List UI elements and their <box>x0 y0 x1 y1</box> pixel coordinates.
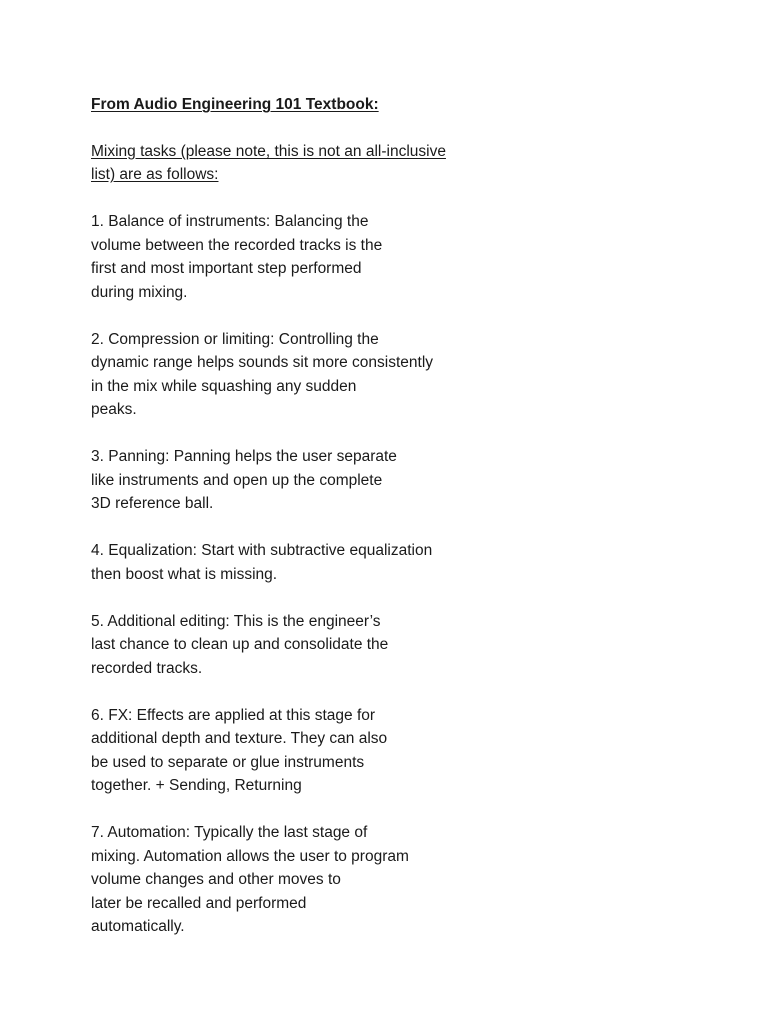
list-item-line: 3. Panning: Panning helps the user separate <box>91 448 397 465</box>
list-item-line: be used to separate or glue instruments <box>91 753 365 771</box>
list-item-line: peaks. <box>91 401 137 418</box>
list-item-line: volume changes and other moves to <box>91 871 341 888</box>
list-item-line: 7. Automation: Typically the last stage of <box>91 824 368 841</box>
list-item-line: mixing. Automation allows the user to program <box>91 847 409 865</box>
list-item <box>91 210 651 304</box>
list-item-line: 5. Additional editing: This is the engineer’s <box>91 612 381 630</box>
document-body <box>91 93 651 962</box>
list-item-line: additional depth and texture. They can also <box>91 730 388 747</box>
intro-line: list) are as follows: <box>91 166 219 183</box>
list-item-line: dynamic range helps sounds sit more consistently <box>91 354 434 371</box>
list-item-line: automatically. <box>91 918 185 935</box>
list-item-line: volume between the recorded tracks is the <box>91 236 383 254</box>
list-item-line: later be recalled and performed <box>91 894 307 912</box>
document-title: From Audio Engineering 101 Textbook: <box>91 96 379 113</box>
list-item-line: last chance to clean up and consolidate the <box>91 636 389 653</box>
list-item <box>91 445 651 516</box>
list-item-line: 2. Compression or limiting: Controlling the <box>91 330 379 348</box>
list-item-line: 1. Balance of instruments: Balancing the <box>91 213 369 230</box>
list-item-line: together. + Sending, Returning <box>91 777 302 794</box>
list-item-line: 3D reference ball. <box>91 495 214 512</box>
list-item <box>91 328 651 422</box>
list-item <box>91 704 651 798</box>
list-item-line: recorded tracks. <box>91 659 203 677</box>
list-item <box>91 821 651 939</box>
list-item-line: first and most important step performed <box>91 260 362 277</box>
list-item-line: in the mix while squashing any sudden <box>91 377 357 395</box>
list-item <box>91 610 651 681</box>
list-item <box>91 539 651 586</box>
list-item-line: 6. FX: Effects are applied at this stage for <box>91 706 376 724</box>
intro-paragraph <box>91 140 651 187</box>
list-item-line: during mixing. <box>91 283 188 301</box>
list-item-line: 4. Equalization: Start with subtractive equalization <box>91 542 433 559</box>
list-item-line: then boost what is missing. <box>91 565 278 583</box>
list-item-line: like instruments and open up the complete <box>91 471 383 489</box>
intro-line: Mixing tasks (please note, this is not an all-inclusive <box>91 142 446 160</box>
